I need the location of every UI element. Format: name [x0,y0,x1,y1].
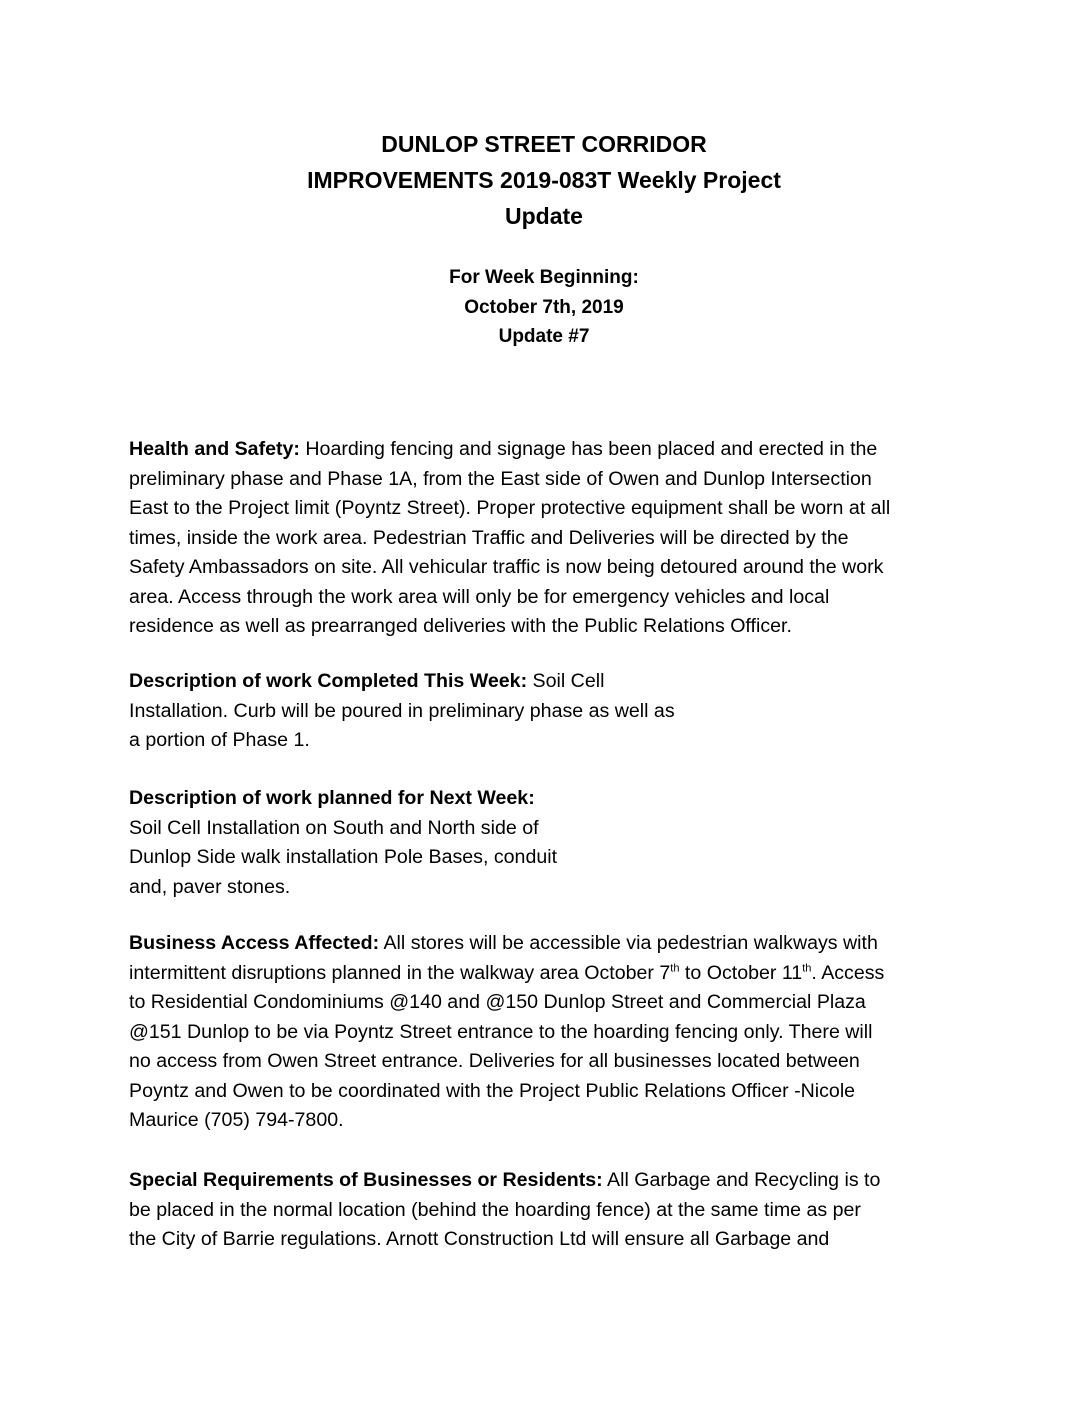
paragraph-line: Business Access Affected: All stores will be accessible via pedestrian walkways with [129,932,878,954]
paragraph-line: be placed in the normal location (behind the hoarding fence) at the same time as per [129,1198,861,1221]
paragraph-line: East to the Project limit (Poyntz Street). Proper protective equipment shall be worn at all [129,497,891,519]
business-access-section [129,929,969,1136]
paragraph-line: and, paver stones. [129,875,291,898]
paragraph-line: intermittent disruptions planned in the walkway area October 7th to October 11th. Access [129,961,885,984]
paragraph-line: preliminary phase and Phase 1A, from the East side of Owen and Dunlop Intersection [129,467,872,490]
paragraph-line: times, inside the work area. Pedestrian Traffic and Deliveries will be directed by the [129,526,849,549]
week-date: October 7th, 2019 [464,296,624,318]
title-line-2: IMPROVEMENTS 2019-083T Weekly Project [307,167,781,193]
update-number: Update #7 [498,326,590,347]
paragraph-line: Dunlop Side walk installation Pole Bases, conduit [129,846,558,868]
paragraph-line: the City of Barrie regulations. Arnott Construction Ltd will ensure all Garbage and [129,1228,830,1250]
section-heading: Description of work planned for Next Week: [129,787,535,809]
health-safety-section [129,435,969,642]
paragraph-line: to Residential Condominiums @140 and @150 Dunlop Street and Commercial Plaza [129,991,866,1013]
week-label: For Week Beginning: [449,267,639,288]
title-line-3: Update [505,203,583,229]
ordinal-suffix: th [802,961,812,974]
section-heading: Description of work Completed This Week: [129,670,528,692]
week-info [0,263,1088,352]
paragraph-line: no access from Owen Street entrance. Deliveries for all businesses located between [129,1050,860,1072]
paragraph-line: Safety Ambassadors on site. All vehicular traffic is now being detoured around the work [129,556,884,578]
work-planned-section [129,784,969,902]
section-heading: Business Access Affected: [129,932,380,954]
paragraph-line: Soil Cell Installation on South and North side of [129,816,539,839]
paragraph-line: Maurice (705) 794-7800. [129,1109,344,1131]
section-heading: Health and Safety: [129,438,300,460]
paragraph-line: Installation. Curb will be poured in preliminary phase as well as [129,699,675,722]
paragraph-line: Poyntz and Owen to be coordinated with the Project Public Relations Officer -Nicole [129,1079,856,1102]
section-heading: Special Requirements of Businesses or Residents: [129,1169,603,1191]
special-requirements-section [129,1166,969,1255]
ordinal-suffix: th [670,961,680,974]
work-completed-section [129,667,969,756]
paragraph-line: @151 Dunlop to be via Poyntz Street entrance to the hoarding fencing only. There will [129,1020,873,1043]
paragraph-line: Special Requirements of Businesses or Residents: All Garbage and Recycling is to [129,1169,881,1191]
paragraph-line: residence as well as prearranged deliveries with the Public Relations Officer. [129,615,792,637]
paragraph-line: area. Access through the work area will only be for emergency vehicles and local [129,585,830,608]
paragraph-line: Health and Safety: Hoarding fencing and signage has been placed and erected in the [129,438,878,460]
section-heading-line [129,784,969,814]
title-line-1: DUNLOP STREET CORRIDOR [381,131,707,157]
document-title [0,126,1088,234]
paragraph-line: Description of work Completed This Week: Soil Cell [129,670,605,692]
paragraph-line: a portion of Phase 1. [129,729,310,751]
